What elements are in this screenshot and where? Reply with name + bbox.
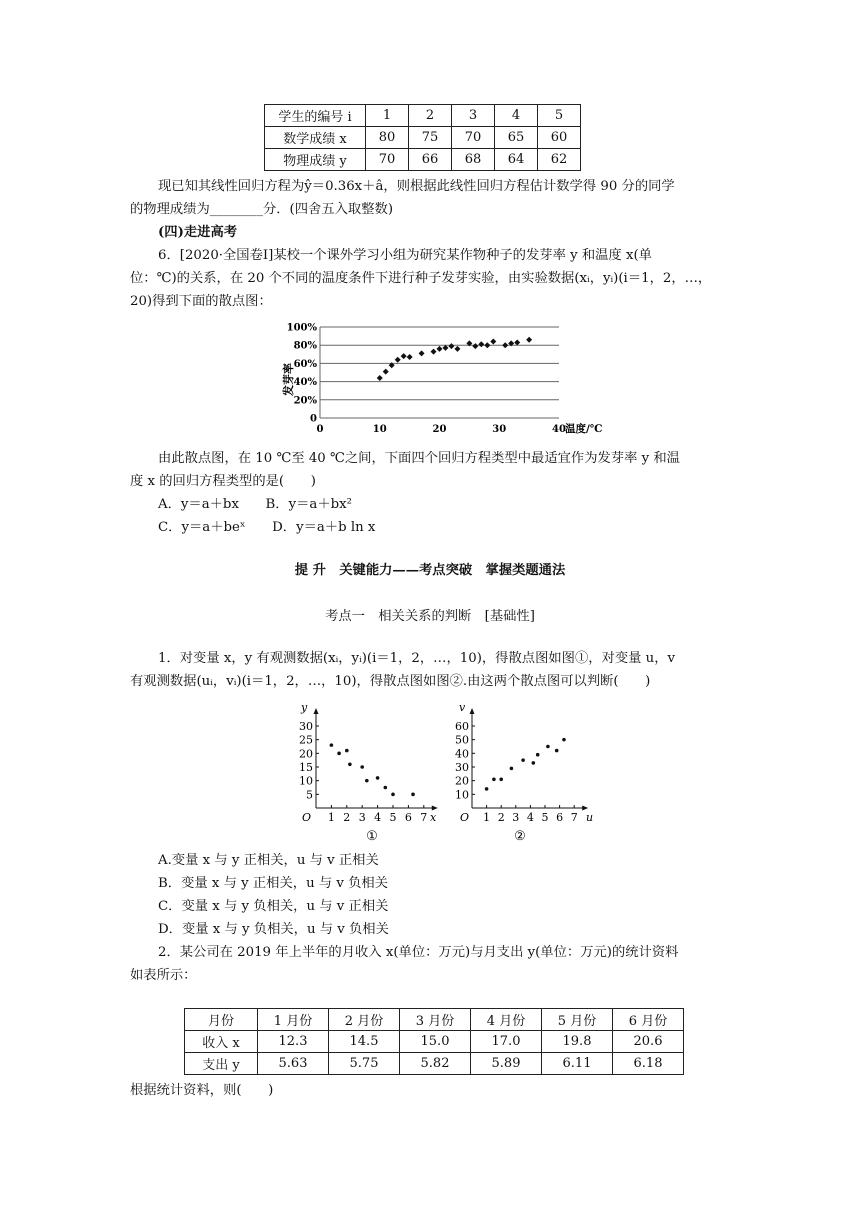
data-point: [395, 357, 401, 363]
table-header-cell: 收入 x: [185, 1031, 258, 1053]
y-tick-label: 40%: [293, 377, 317, 389]
q1-option-a: A.变量 x 与 y 正相关，u 与 v 正相关: [158, 853, 379, 868]
data-point: [337, 752, 341, 756]
y-tick-label: 0: [310, 413, 317, 425]
x-tick-label: 4: [374, 811, 382, 824]
x-axis-label: u: [586, 811, 594, 824]
origin-label: O: [460, 811, 470, 824]
origin-label: O: [302, 811, 312, 824]
table-cell: 15.0: [400, 1031, 471, 1053]
table-cell: 5 月份: [542, 1009, 613, 1031]
data-point: [348, 762, 352, 766]
x-tick-label: 1: [327, 811, 335, 824]
table-cell: 80: [366, 127, 409, 149]
q5-text-line: 的物理成绩为________分．(四舍五入取整数): [130, 202, 394, 217]
x-tick-label: 40: [552, 424, 566, 435]
q1-option-d: D．变量 x 与 y 负相关，u 与 v 负相关: [158, 922, 389, 937]
data-point: [407, 354, 413, 360]
data-point: [401, 353, 407, 359]
x-tick-label: 0: [316, 424, 324, 435]
table-header-cell: 学生的编号 i: [265, 105, 366, 127]
data-point: [532, 761, 536, 765]
x-axis-arrow: [582, 806, 588, 811]
x-tick-label: 3: [512, 811, 520, 824]
germination-scatter-chart: [278, 318, 618, 440]
q6-options: A．y＝a＋bx B．y＝a＋bx²: [158, 497, 352, 512]
table-cell: 3 月份: [400, 1009, 471, 1031]
income-expense-table: [184, 1008, 684, 1075]
table-cell: 60: [538, 127, 581, 149]
data-point: [442, 345, 448, 351]
y-tick-label: 100%: [286, 322, 317, 334]
q1-text-line: 有观测数据(uᵢ，vᵢ)(i＝1，2，…，10)，得散点图如图②.由这两个散点图可以判断( ): [130, 674, 651, 689]
y-tick-label: 25: [299, 733, 313, 747]
data-point: [376, 776, 380, 780]
x-tick-label: 30: [492, 424, 507, 435]
data-point: [472, 343, 478, 349]
table-cell: 5: [538, 105, 581, 127]
table-cell: 70: [366, 149, 409, 171]
table-cell: 12.3: [258, 1031, 329, 1053]
y-axis-label: v: [459, 701, 466, 714]
table-cell: 64: [495, 149, 538, 171]
table-cell: 75: [409, 127, 452, 149]
x-tick-label: 5: [389, 811, 397, 824]
table-cell: 14.5: [329, 1031, 400, 1053]
data-point: [330, 743, 334, 747]
y-tick-label: 10: [299, 774, 313, 788]
table-cell: 66: [409, 149, 452, 171]
x-axis-arrow: [432, 806, 438, 811]
q6-text-line: 6．[2020·全国卷Ⅰ]某校一个课外学习小组为研究某作物种子的发芽率 y 和温度 x(单: [158, 248, 652, 263]
y-tick-label: 60: [455, 720, 469, 733]
x-tick-label: 6: [556, 811, 564, 824]
x-tick-label: 5: [541, 811, 549, 824]
x-axis-label: 温度/℃: [565, 423, 603, 435]
table-header-cell: 数学成绩 x: [265, 127, 366, 149]
data-point: [521, 758, 525, 762]
table-cell: 17.0: [471, 1031, 542, 1053]
y-axis-label: 发芽率: [282, 363, 295, 396]
q6-text-line: 位：℃)的关系，在 20 个不同的温度条件下进行种子发芽实验，由实验数据(xᵢ，yᵢ)(i＝1，2，…，: [130, 271, 712, 286]
q5-text-line: 现已知其线性回归方程为ŷ＝0.36x＋â，则根据此线性回归方程估计数学得 90 分的同学: [158, 179, 675, 194]
x-tick-label: 20: [432, 424, 447, 435]
y-tick-label: 50: [455, 733, 469, 747]
y-tick-label: 20: [299, 747, 313, 761]
data-point: [437, 346, 443, 352]
table-cell: 2 月份: [329, 1009, 400, 1031]
x-tick-label: 4: [526, 811, 534, 824]
x-tick-label: 10: [372, 424, 387, 435]
section-title: (四)走进高考: [158, 225, 238, 240]
data-point: [391, 793, 395, 797]
y-tick-label: 80%: [293, 340, 317, 352]
q2-text-line: 根据统计资料，则( ): [130, 1083, 274, 1098]
table-header-cell: 物理成绩 y: [265, 149, 366, 171]
y-tick-label: 5: [306, 788, 313, 802]
data-point: [431, 349, 437, 355]
table-cell: 68: [452, 149, 495, 171]
q1-text-line: 1．对变量 x，y 有观测数据(xᵢ，yᵢ)(i＝1，2，…，10)，得散点图如图①，对变量 u，v: [158, 651, 676, 666]
x-tick-label: 2: [343, 811, 351, 824]
data-point: [345, 749, 349, 753]
x-tick-label: 6: [404, 811, 412, 824]
table-cell: 70: [452, 127, 495, 149]
x-tick-label: 3: [358, 811, 366, 824]
table-cell: 6 月份: [613, 1009, 684, 1031]
y-tick-label: 40: [455, 747, 469, 761]
data-point: [485, 787, 489, 791]
table-cell: 5.63: [258, 1053, 329, 1075]
scatter-chart-1: [294, 700, 444, 848]
q6-text-line: 20)得到下面的散点图：: [130, 294, 272, 309]
kaodian-heading: 考点一 相关关系的判断 [基础性]: [325, 609, 535, 624]
data-point: [510, 767, 514, 771]
data-point: [490, 339, 496, 345]
table-cell: 6.11: [542, 1053, 613, 1075]
scatter-chart-2: [454, 700, 604, 848]
data-point: [377, 375, 383, 381]
y-axis-arrow: [470, 708, 475, 714]
y-tick-label: 20: [455, 774, 469, 788]
y-tick-label: 15: [299, 761, 313, 774]
data-point: [365, 779, 369, 783]
data-point: [454, 346, 460, 352]
data-point: [478, 341, 484, 347]
table-cell: 1 月份: [258, 1009, 329, 1031]
student-score-table: [264, 104, 581, 171]
y-tick-label: 30: [455, 761, 469, 774]
y-axis-arrow: [314, 708, 319, 714]
table-cell: 4: [495, 105, 538, 127]
x-axis-label: x: [430, 811, 437, 824]
y-tick-label: 10: [455, 788, 469, 802]
x-tick-label: 1: [483, 811, 491, 824]
x-tick-label: 7: [570, 811, 578, 824]
table-header-cell: 支出 y: [185, 1053, 258, 1075]
q6-text-line: 由此散点图，在 10 ℃至 40 ℃之间，下面四个回归方程类型中最适宜作为发芽率 y 和温: [158, 451, 680, 466]
data-point: [383, 369, 389, 375]
table-cell: 1: [366, 105, 409, 127]
y-tick-label: 30: [299, 720, 313, 733]
data-point: [562, 738, 566, 742]
table-cell: 5.89: [471, 1053, 542, 1075]
table-header-cell: 月份: [185, 1009, 258, 1031]
data-point: [384, 786, 388, 790]
table-cell: 19.8: [542, 1031, 613, 1053]
data-point: [360, 765, 364, 769]
table-cell: 62: [538, 149, 581, 171]
table-cell: 65: [495, 127, 538, 149]
y-axis-label: y: [301, 701, 308, 714]
table-cell: 6.18: [613, 1053, 684, 1075]
q6-options: C．y＝a＋beˣ D．y＝a＋b ln x: [158, 520, 376, 535]
data-point: [448, 343, 454, 349]
table-cell: 20.6: [613, 1031, 684, 1053]
data-point: [419, 350, 425, 356]
table-cell: 5.82: [400, 1053, 471, 1075]
table-cell: 3: [452, 105, 495, 127]
data-point: [502, 342, 508, 348]
data-point: [411, 793, 415, 797]
data-point: [526, 337, 532, 343]
data-point: [555, 749, 559, 753]
data-point: [536, 753, 540, 757]
data-point: [546, 745, 550, 749]
data-point: [492, 778, 496, 782]
q1-option-b: B．变量 x 与 y 正相关，u 与 v 负相关: [158, 876, 389, 891]
q2-text-line: 如表所示：: [130, 968, 197, 983]
q1-option-c: C．变量 x 与 y 负相关，u 与 v 正相关: [158, 899, 389, 914]
table-cell: 2: [409, 105, 452, 127]
x-tick-label: 2: [497, 811, 505, 824]
q6-text-line: 度 x 的回归方程类型的是( ): [130, 474, 316, 489]
q2-text-line: 2．某公司在 2019 年上半年的月收入 x(单位：万元)与月支出 y(单位：万元)的统计资料: [158, 945, 679, 960]
x-tick-label: 7: [420, 811, 428, 824]
chart-caption: ②: [514, 829, 526, 844]
y-tick-label: 20%: [293, 395, 317, 407]
section-heading: 提 升 关键能力——考点突破 掌握类题通法: [294, 563, 566, 578]
data-point: [484, 342, 490, 348]
chart-caption: ①: [366, 829, 378, 844]
data-point: [499, 778, 503, 782]
table-cell: 4 月份: [471, 1009, 542, 1031]
data-point: [514, 339, 520, 345]
y-tick-label: 60%: [293, 358, 317, 370]
table-cell: 5.75: [329, 1053, 400, 1075]
